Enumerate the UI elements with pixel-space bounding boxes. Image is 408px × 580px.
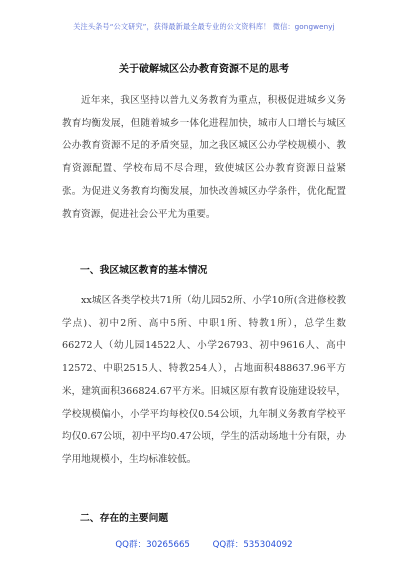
document-title: 关于破解城区公办教育资源不足的思考 <box>119 64 289 75</box>
header-notice: 关注头条号“公文研究”，获得最新最全最专业的公文资料库！ 微信：gongwenyj <box>73 22 335 31</box>
footer <box>0 538 408 550</box>
footer-qq-group-2: QQ群：535304092 <box>212 540 293 550</box>
section1-paragraph: xx城区各类学校共71所（幼儿园52所、小学10所(含进修校教学点)、初中2所、高中5所、中职1所、特教1所），总学生数66272人（幼儿园14522人、小学26793、初中9616人、高中12572、中职2515人、特教254人），占地面积488637.96平方米，建筑面积366824.67平方米。旧城区原有教育设施建设较早，学校规模偏小，小学平均每校仅0.54公顷，九年制义务教育学校平均仅0.67公顷，初中平均0.47公顷，学生的活动场地十分有限，办学用地规模小，生均标准较低。 <box>62 295 346 465</box>
section-heading-1: 一、我区城区教育的基本情况 <box>80 265 208 276</box>
intro-paragraph: 近年来，我区坚持以普九义务教育为重点，积极促进城乡义务教育均衡发展，但随着城乡一体化进程加快，城市人口增长与城区公办教育资源不足的矛盾突显，加之我区城区公办学校规模小、教育资源配置、学校布局不尽合理，致使城区公办教育资源日益紧张。为促进义务教育均衡发展，加快改善城区办学条件，优化配置教育资源，促进社会公平尤为重要。 <box>62 95 346 220</box>
section-heading-2: 二、存在的主要问题 <box>80 513 169 524</box>
footer-qq-group-1: QQ群：30265665 <box>115 540 190 550</box>
